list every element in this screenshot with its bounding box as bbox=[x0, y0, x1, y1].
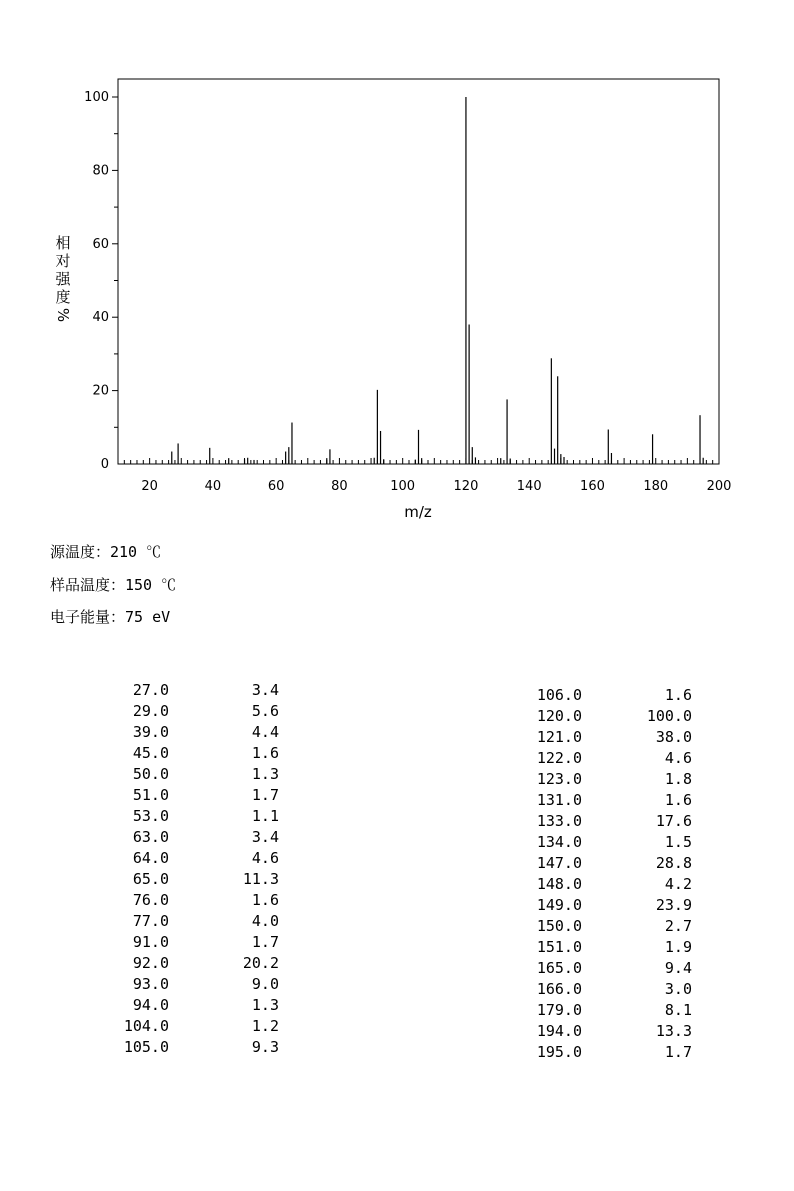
mz-value: 51.0 bbox=[132, 786, 169, 804]
mz-value: 53.0 bbox=[132, 807, 169, 825]
relative-intensity-value: 9.3 bbox=[251, 1038, 279, 1056]
mz-value: 151.0 bbox=[536, 938, 582, 956]
x-axis-title: m/z bbox=[404, 503, 432, 521]
peak-table-row bbox=[0, 790, 794, 811]
relative-intensity-value: 1.6 bbox=[664, 791, 692, 809]
peak-table-row bbox=[0, 874, 794, 895]
x-tick-label: 40 bbox=[204, 479, 222, 494]
source-temperature: 源温度：210 ℃ bbox=[50, 543, 162, 561]
mz-value: 94.0 bbox=[132, 996, 169, 1014]
relative-intensity-value: 4.6 bbox=[664, 749, 692, 767]
peak-table-row bbox=[0, 706, 794, 727]
y-tick-label: 80 bbox=[92, 163, 109, 179]
mz-value: 133.0 bbox=[536, 812, 582, 830]
sample-temperature: 样品温度：150 ℃ bbox=[50, 576, 177, 594]
relative-intensity-value: 1.2 bbox=[251, 1017, 279, 1035]
x-tick-label: 20 bbox=[141, 479, 158, 494]
relative-intensity-value: 23.9 bbox=[655, 896, 692, 914]
x-tick-label: 120 bbox=[453, 479, 479, 494]
y-tick-label: 100 bbox=[84, 90, 109, 105]
relative-intensity-value: 13.3 bbox=[655, 1022, 692, 1040]
peak-table-row bbox=[0, 1042, 794, 1063]
plot-frame bbox=[118, 79, 719, 464]
peak-table-row bbox=[0, 685, 794, 706]
relative-intensity-value: 17.6 bbox=[655, 812, 692, 830]
mz-value: 194.0 bbox=[536, 1022, 582, 1040]
mz-value: 65.0 bbox=[132, 870, 169, 888]
mz-value: 27.0 bbox=[132, 681, 169, 699]
electron-energy: 电子能量：75 eV bbox=[50, 608, 171, 626]
x-tick-label: 80 bbox=[331, 479, 348, 494]
peak-table-row bbox=[0, 853, 794, 874]
mz-value: 64.0 bbox=[132, 849, 169, 867]
mz-value: 147.0 bbox=[536, 854, 582, 872]
peak-table-row bbox=[0, 937, 794, 958]
relative-intensity-value: 3.4 bbox=[251, 681, 279, 699]
relative-intensity-value: 3.0 bbox=[664, 980, 692, 998]
relative-intensity-value: 4.0 bbox=[251, 912, 279, 930]
relative-intensity-value: 5.6 bbox=[251, 702, 279, 720]
peak-table-row bbox=[0, 979, 794, 1000]
mz-value: 39.0 bbox=[132, 723, 169, 741]
x-tick-label: 100 bbox=[390, 479, 416, 494]
relative-intensity-value: 100.0 bbox=[646, 707, 692, 725]
y-axis-title bbox=[52, 234, 74, 324]
mz-value: 76.0 bbox=[132, 891, 169, 909]
relative-intensity-value: 1.7 bbox=[251, 786, 279, 804]
x-tick-label: 180 bbox=[643, 479, 669, 494]
peak-table-row bbox=[0, 748, 794, 769]
relative-intensity-value: 3.4 bbox=[251, 828, 279, 846]
relative-intensity-value: 1.1 bbox=[251, 807, 279, 825]
relative-intensity-value: 1.7 bbox=[664, 1043, 692, 1061]
mz-value: 92.0 bbox=[132, 954, 169, 972]
y-axis-title-char: 对 bbox=[55, 252, 71, 270]
mz-value: 195.0 bbox=[536, 1043, 582, 1061]
peak-table-row bbox=[0, 769, 794, 790]
mz-value: 50.0 bbox=[132, 765, 169, 783]
mz-value: 93.0 bbox=[132, 975, 169, 993]
mz-value: 91.0 bbox=[132, 933, 169, 951]
relative-intensity-value: 4.6 bbox=[251, 849, 279, 867]
relative-intensity-value: 2.7 bbox=[664, 917, 692, 935]
y-axis-unit: % bbox=[54, 307, 72, 323]
relative-intensity-value: 4.4 bbox=[251, 723, 279, 741]
mz-value: 134.0 bbox=[536, 833, 582, 851]
relative-intensity-value: 9.0 bbox=[251, 975, 279, 993]
relative-intensity-value: 4.2 bbox=[664, 875, 692, 893]
y-tick-label: 60 bbox=[92, 236, 109, 252]
peak-table-row bbox=[0, 958, 794, 979]
mz-value: 179.0 bbox=[536, 1001, 582, 1019]
mz-value: 106.0 bbox=[536, 686, 582, 704]
mz-value: 123.0 bbox=[536, 770, 582, 788]
relative-intensity-value: 38.0 bbox=[655, 728, 692, 746]
spectrum-peaks bbox=[172, 97, 703, 464]
y-axis-title-char: 强 bbox=[55, 270, 71, 288]
x-tick-label: 60 bbox=[267, 479, 285, 494]
peak-table-row bbox=[0, 895, 794, 916]
peak-table-row bbox=[0, 832, 794, 853]
mz-value: 150.0 bbox=[536, 917, 582, 935]
relative-intensity-value: 1.9 bbox=[664, 938, 692, 956]
peak-table-row bbox=[0, 1000, 794, 1021]
mz-value: 121.0 bbox=[536, 728, 582, 746]
mz-value: 149.0 bbox=[536, 896, 582, 914]
y-tick-label: 20 bbox=[92, 383, 109, 399]
mz-value: 166.0 bbox=[536, 980, 582, 998]
relative-intensity-value: 20.2 bbox=[242, 954, 279, 972]
peak-table-row bbox=[0, 1021, 794, 1042]
mz-value: 122.0 bbox=[536, 749, 582, 767]
mz-value: 131.0 bbox=[536, 791, 582, 809]
relative-intensity-value: 1.6 bbox=[664, 686, 692, 704]
relative-intensity-value: 1.6 bbox=[251, 891, 279, 909]
relative-intensity-value: 1.3 bbox=[251, 765, 279, 783]
relative-intensity-value: 1.6 bbox=[251, 744, 279, 762]
mz-value: 165.0 bbox=[536, 959, 582, 977]
mz-value: 105.0 bbox=[123, 1038, 169, 1056]
mass-spectrum-chart bbox=[0, 0, 794, 530]
peak-table-row bbox=[0, 727, 794, 748]
relative-intensity-value: 1.7 bbox=[251, 933, 279, 951]
x-tick-label: 140 bbox=[516, 479, 542, 494]
y-axis-title-char: 相 bbox=[55, 234, 71, 252]
mz-value: 45.0 bbox=[132, 744, 169, 762]
x-tick-label: 160 bbox=[580, 479, 605, 494]
mz-value: 29.0 bbox=[132, 702, 169, 720]
peak-table-row bbox=[0, 811, 794, 832]
y-axis-title-char: 度 bbox=[55, 288, 71, 306]
y-tick-label: 0 bbox=[100, 457, 109, 472]
peak-table-right bbox=[0, 685, 794, 1063]
mz-value: 63.0 bbox=[132, 828, 169, 846]
relative-intensity-value: 28.8 bbox=[655, 854, 692, 872]
relative-intensity-value: 11.3 bbox=[242, 870, 279, 888]
relative-intensity-value: 1.8 bbox=[664, 770, 692, 788]
mz-value: 104.0 bbox=[123, 1017, 169, 1035]
relative-intensity-value: 9.4 bbox=[664, 959, 692, 977]
mz-value: 148.0 bbox=[536, 875, 582, 893]
y-tick-label: 40 bbox=[92, 310, 109, 326]
x-tick-label: 200 bbox=[706, 479, 732, 494]
axis-ticks bbox=[84, 90, 731, 494]
relative-intensity-value: 1.3 bbox=[251, 996, 279, 1014]
relative-intensity-value: 1.5 bbox=[664, 833, 692, 851]
mz-value: 77.0 bbox=[132, 912, 169, 930]
mz-value: 120.0 bbox=[536, 707, 582, 725]
relative-intensity-value: 8.1 bbox=[664, 1001, 692, 1019]
peak-table-row bbox=[0, 916, 794, 937]
